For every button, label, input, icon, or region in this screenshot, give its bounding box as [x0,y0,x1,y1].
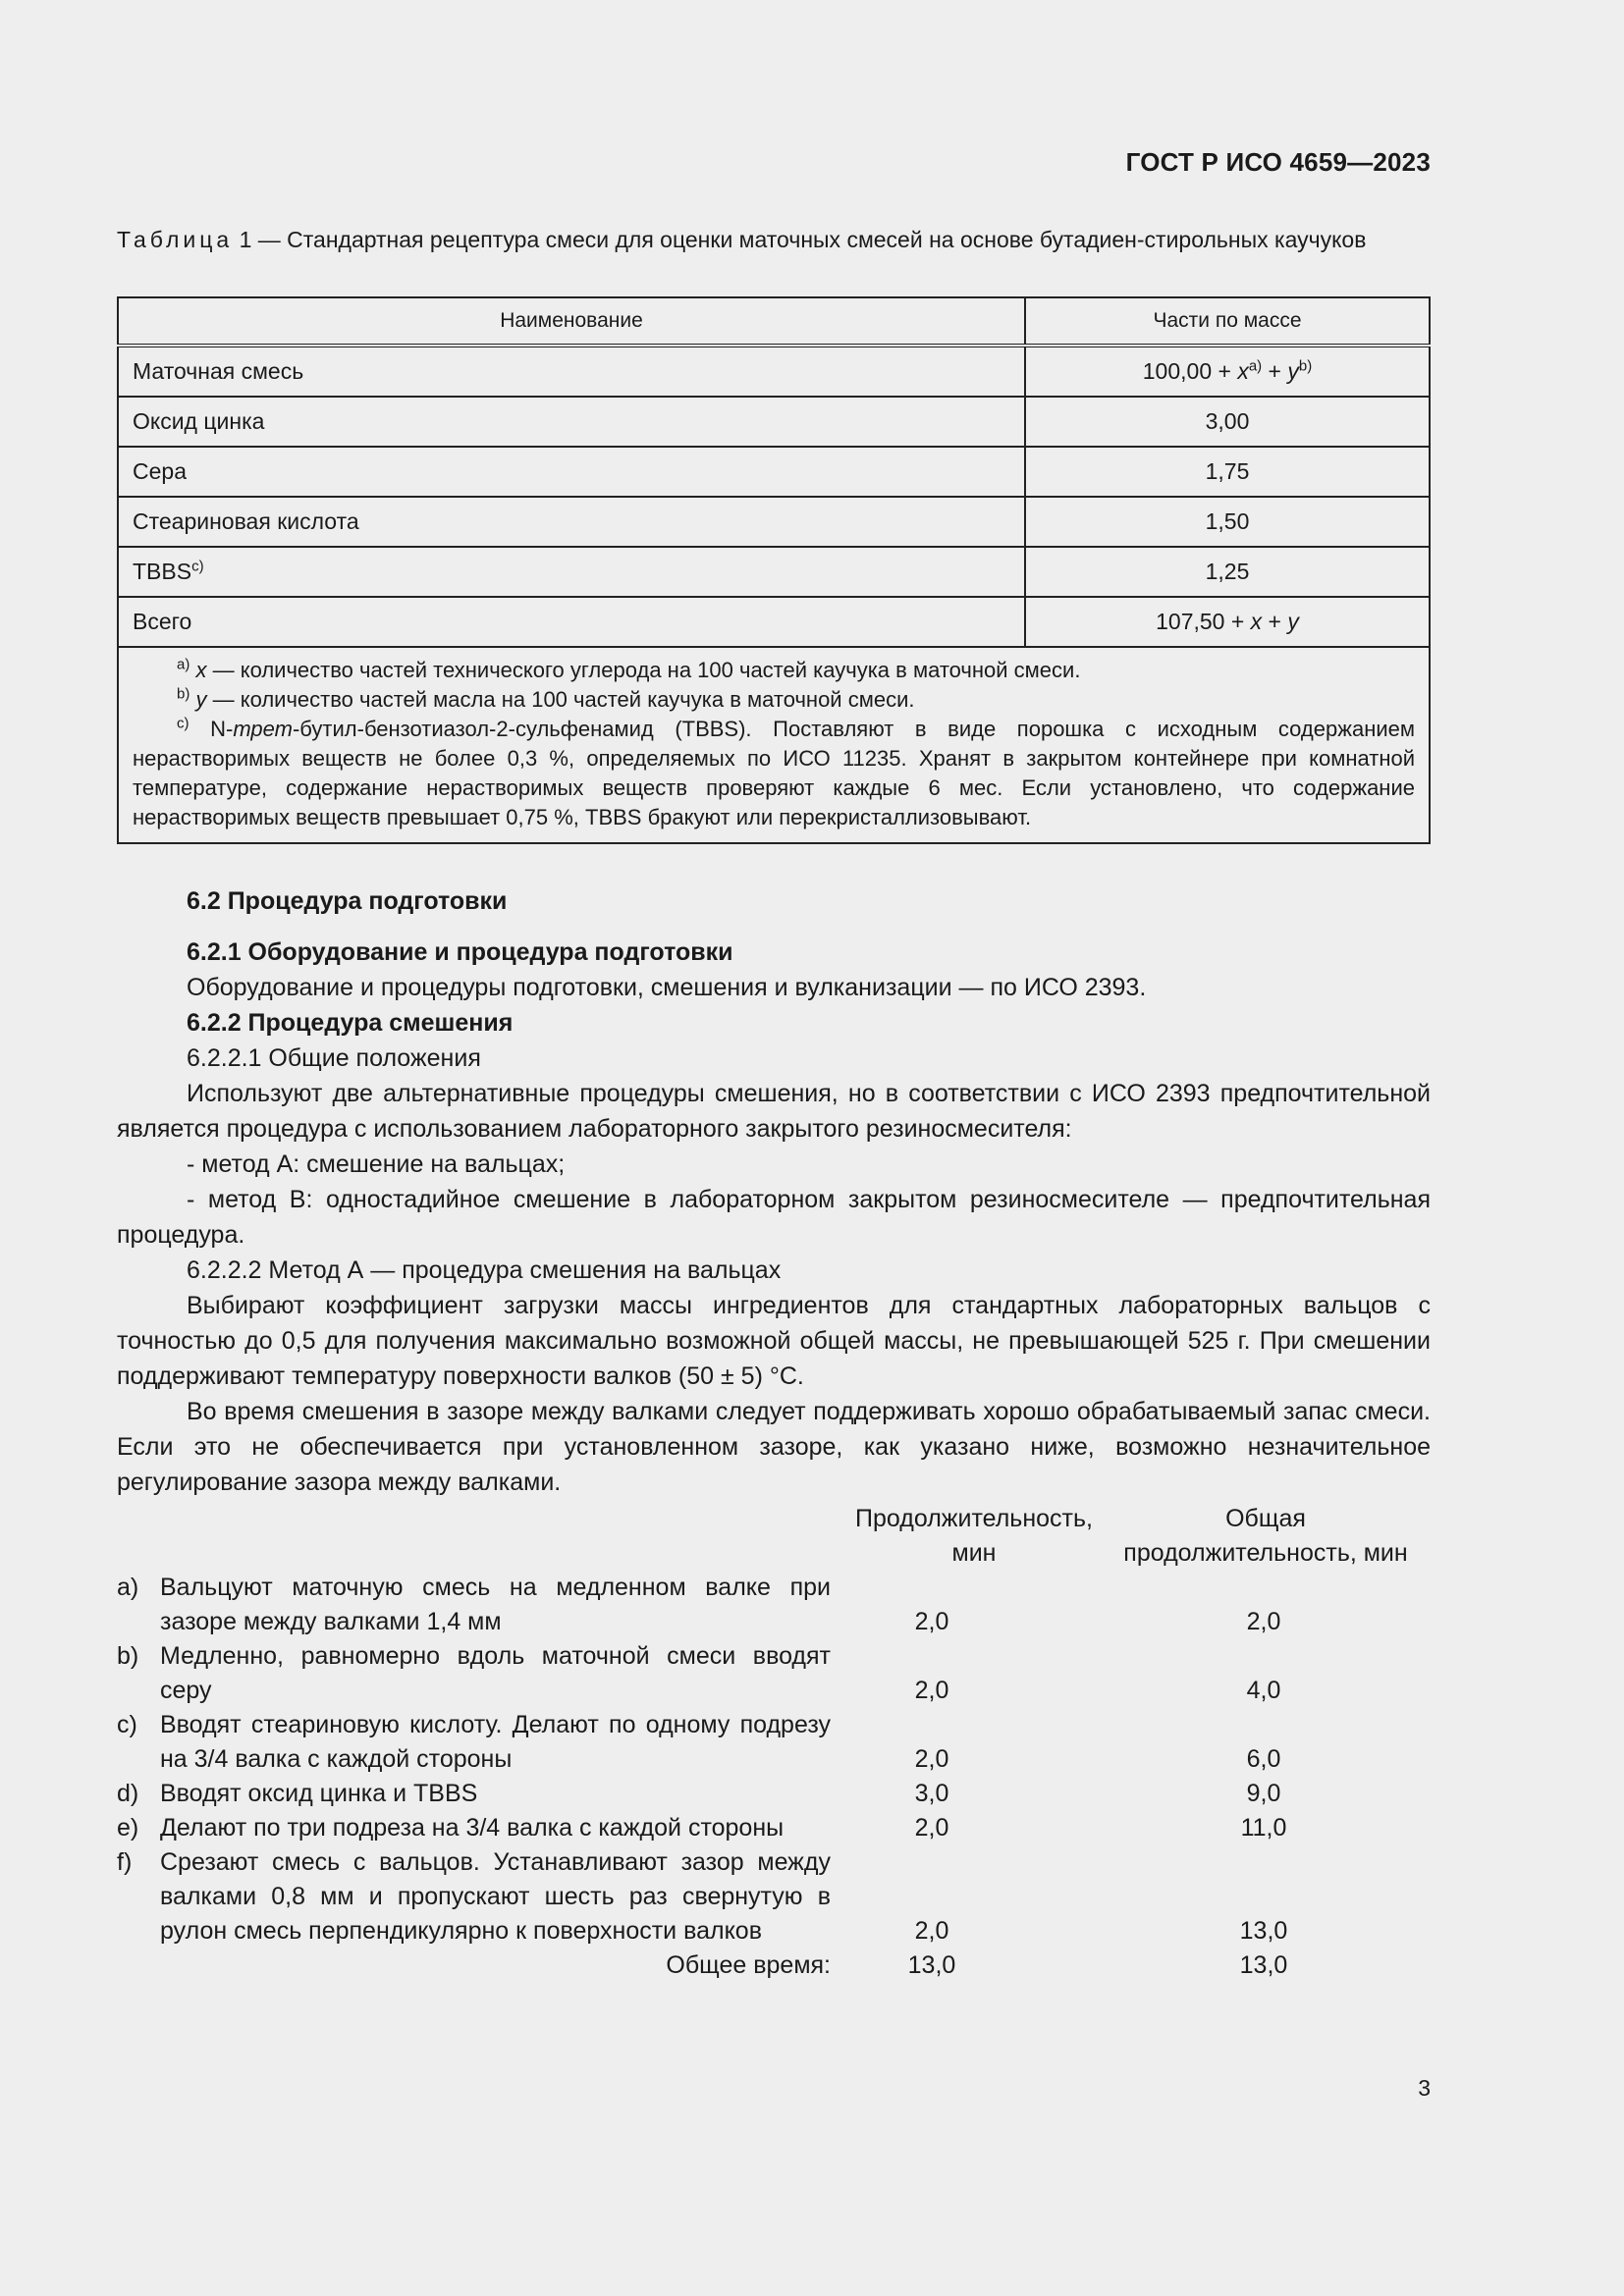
step-total: 2,0 [1246,1608,1281,1635]
step-text: Делают по три подреза на 3/4 валка с каждой стороны [160,1814,785,1842]
step-duration: 3,0 [914,1780,949,1807]
row-name: Всего [118,597,1025,647]
column-header-name: Наименование [118,297,1025,346]
heading-6-2-2: 6.2.2 Процедура смешения [187,1009,514,1037]
step-letter: c) [117,1711,137,1738]
table-row [118,397,1430,447]
row-name: Сера [118,447,1025,497]
step-letter: d) [117,1780,139,1807]
total-duration: 13,0 [907,1951,956,1979]
step-letter: f) [117,1848,133,1876]
steps-header [117,1502,1431,1571]
paragraph-6-2-2-2-a: Выбирают коэффициент загрузки массы ингредиентов для стандартных лабораторных вальцов с точностью до 0,5 для получения максимально возможной общей массы, не превышающей 525 г. При смешении поддерживают температуру поверхности валков (50 ± 5) °С. [117,1292,1431,1390]
step-letter: b) [117,1642,139,1670]
row-value: 1,75 [1025,447,1430,497]
step-duration: 2,0 [914,1745,949,1773]
paragraph-6-2-2-1: Используют две альтернативные процедуры смешения, но в соответствии с ИСО 2393 предпочтительной является процедура с использованием лабораторного закрытого резиносмесителя: [117,1080,1431,1143]
row-value: 3,00 [1025,397,1430,447]
step-duration: 2,0 [914,1677,949,1704]
column-header-parts: Части по массе [1025,297,1430,346]
table-caption [117,226,1431,253]
duration-header: Продолжительность, мин [855,1505,1093,1567]
step-item [117,1639,1431,1708]
row-name: TBBS$^{c)}$ [118,547,1025,597]
row-name: Маточная смесь [118,346,1025,397]
heading-6-2-2-2: 6.2.2.2 Метод А — процедура смешения на вальцах [187,1256,782,1284]
row-value: 1,50 [1025,497,1430,547]
note-c: $^{c)}$ N-трет-бутил-бензотиазол-2-сульфенамид (TBBS). Поставляют в виде порошка с исходным содержанием нерастворимых веществ не более 0,3 %, определяемых по ИСО 11235. Хранят в закрытом контейнере при комнатной температуре, содержание нерастворимых веществ проверяют каждые 6 мес. Если установлено, что содержание нерастворимых веществ превышает 0,75 %, TBBS бракуют или перекристаллизовывают. [133,715,1415,829]
body-section [117,883,1431,1500]
note-b: $^{b)}$ y — количество частей масла на 100 частей каучука в маточной смеси. [177,685,915,712]
page-number: 3 [1418,2075,1431,2101]
row-name: Стеариновая кислота [118,497,1025,547]
step-text: Вводят стеариновую кислоту. Делают по одному подрезу на 3/4 валка с каждой стороны [160,1711,831,1773]
recipe-table [117,296,1431,844]
step-total: 4,0 [1246,1677,1281,1704]
paragraph-6-2-2-2-b: Во время смешения в зазоре между валками следует поддерживать хорошо обрабатываемый запас смеси. Если это не обеспечивается при установленном зазоре, как указано ниже, возможно незначительное регулирование зазора между валками. [117,1398,1431,1496]
step-text: Медленно, равномерно вдоль маточной смеси вводят серу [160,1642,831,1704]
step-duration: 2,0 [914,1608,949,1635]
row-value: 107,50 + x + y [1025,597,1430,647]
total-label: Общее время: [666,1951,831,1979]
document-id: ГОСТ Р ИСО 4659—2023 [1125,147,1431,177]
row-value: 1,25 [1025,547,1430,597]
paragraph-6-2-1: Оборудование и процедуры подготовки, смешения и вулканизации — по ИСО 2393. [187,974,1147,1001]
row-name: Оксид цинка [118,397,1025,447]
step-letter: e) [117,1814,139,1842]
table-caption-word: Таблица [117,227,234,252]
row-value: $100,00 + x^{a)} + y^{b)}$ [1025,346,1430,397]
table-row [118,597,1430,647]
step-text: Срезают смесь с вальцов. Устанавливают зазор между валками 0,8 мм и пропускают шесть раз свернутую в рулон смесь перпендикулярно к поверхности валков [160,1848,831,1945]
table-notes-row [118,647,1430,843]
step-duration: 2,0 [914,1917,949,1945]
method-b-item: - метод В: одностадийное смешение в лабораторном закрытом резиносмесителе — предпочтительная процедура. [117,1186,1431,1249]
step-total: 6,0 [1246,1745,1281,1773]
step-text: Вводят оксид цинка и TBBS [160,1780,478,1807]
step-item [117,1777,1431,1811]
table-notes [118,647,1430,843]
note-a: $^{a)}$ x — количество частей технического углерода на 100 частей каучука в маточной смеси. [177,656,1081,682]
step-total: 13,0 [1239,1917,1288,1945]
step-item [117,1571,1431,1639]
mixing-steps [117,1502,1431,1983]
method-a-item: - метод А: смешение на вальцах; [187,1150,566,1178]
total-total: 13,0 [1239,1951,1288,1979]
total-duration-header: Общая продолжительность, мин [1123,1505,1408,1567]
table-caption-text: 1 — Стандартная рецептура смеси для оценки маточных смесей на основе бутадиен-стирольных каучуков [239,227,1367,252]
step-total: 9,0 [1246,1780,1281,1807]
step-item [117,1708,1431,1777]
table-row [118,346,1430,397]
step-total: 11,0 [1240,1814,1287,1842]
step-item [117,1811,1431,1845]
step-letter: а) [117,1574,139,1601]
table-row [118,497,1430,547]
steps-total-row [117,1949,1431,1983]
step-text: Вальцуют маточную смесь на медленном валке при зазоре между валками 1,4 мм [160,1574,831,1635]
table-row [118,447,1430,497]
heading-6-2-2-1: 6.2.2.1 Общие положения [187,1044,481,1072]
table-row [118,547,1430,597]
step-duration: 2,0 [914,1814,949,1842]
step-item [117,1845,1431,1949]
heading-6-2-1: 6.2.1 Оборудование и процедура подготовки [187,938,733,966]
heading-6-2: 6.2 Процедура подготовки [187,887,508,915]
